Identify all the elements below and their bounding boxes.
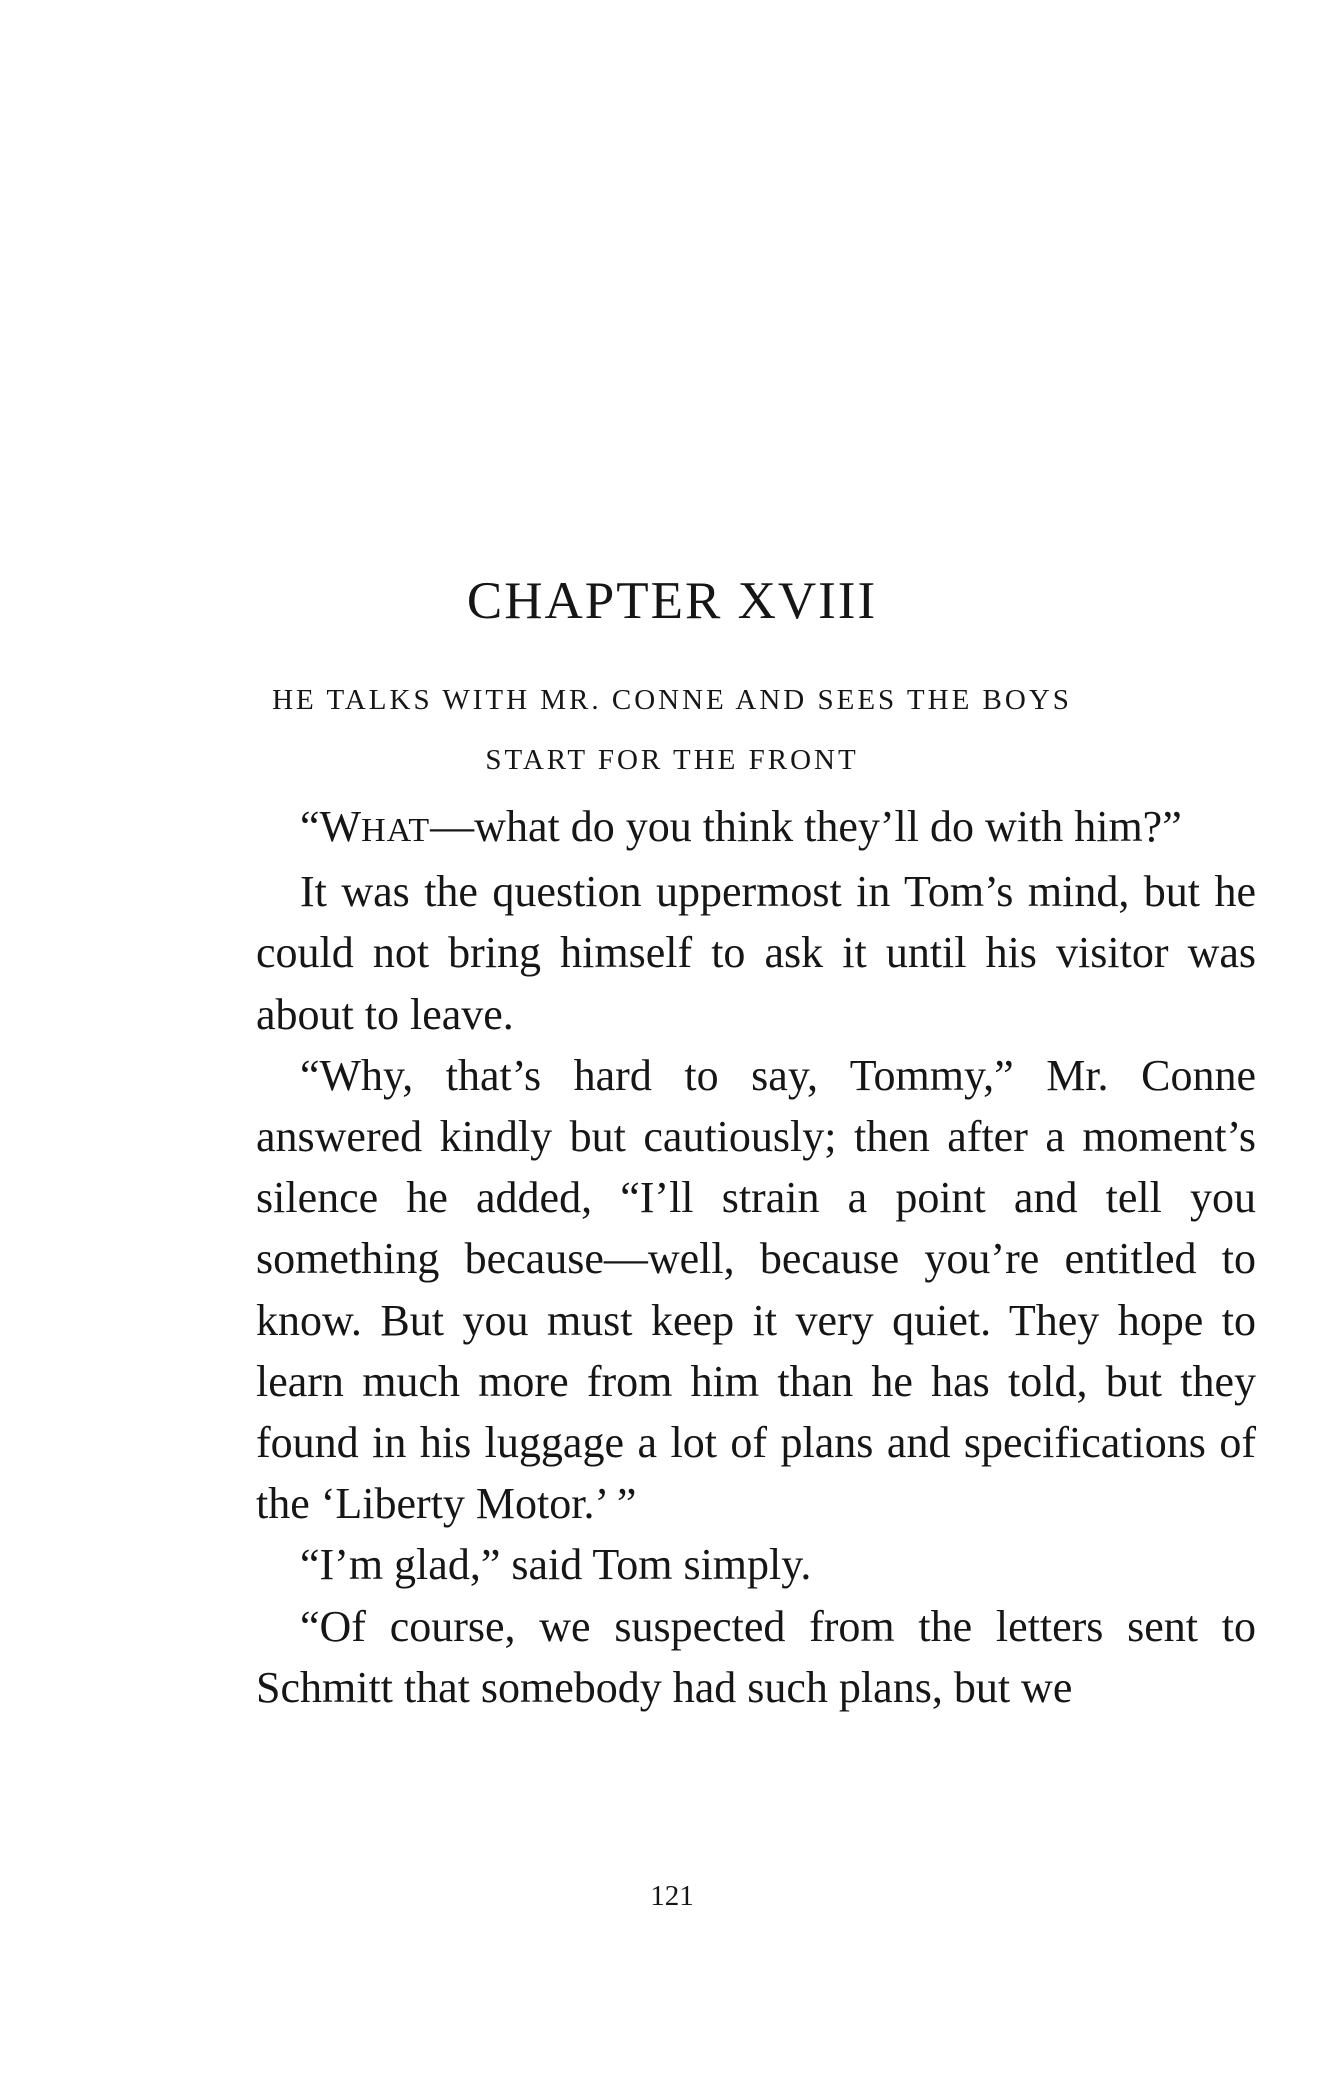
paragraph-5: “Of course, we suspected from the letters sent to Schmitt that somebody had such plans, but we xyxy=(256,1601,1256,1712)
opening-small-caps: HAT xyxy=(361,812,431,849)
body-text xyxy=(256,796,1256,1718)
chapter-number: CHAPTER XVIII xyxy=(466,572,878,630)
chapter-title-line-2: START FOR THE FRONT xyxy=(485,744,859,776)
opening-letter: “W xyxy=(300,802,362,851)
paragraph-4: “I’m glad,” said Tom simply. xyxy=(300,1540,812,1590)
paragraph-1 xyxy=(256,796,1256,861)
paragraph-2: It was the question uppermost in Tom’s mind, but he could not bring himself to ask it until his visitor was about to leave. xyxy=(256,867,1256,1039)
paragraph-3: “Why, that’s hard to say, Tommy,” Mr. Conne answered kindly but cautiously; then after a moment’s silence he added, “I’ll strain a point and tell you something because—well, because you’re entitled to know. But you must keep it very quiet. They hope to learn much more from him than he has told, but they found in his luggage a lot of plans and specifications of the ‘Liberty Motor.’ ” xyxy=(256,1050,1256,1529)
chapter-title-line-1: HE TALKS WITH MR. CONNE AND SEES THE BOYS xyxy=(272,684,1072,716)
paragraph-1-text: —what do you think they’ll do with him?” xyxy=(430,802,1182,851)
page-number: 121 xyxy=(650,1880,694,1912)
chapter-title xyxy=(0,670,1344,790)
